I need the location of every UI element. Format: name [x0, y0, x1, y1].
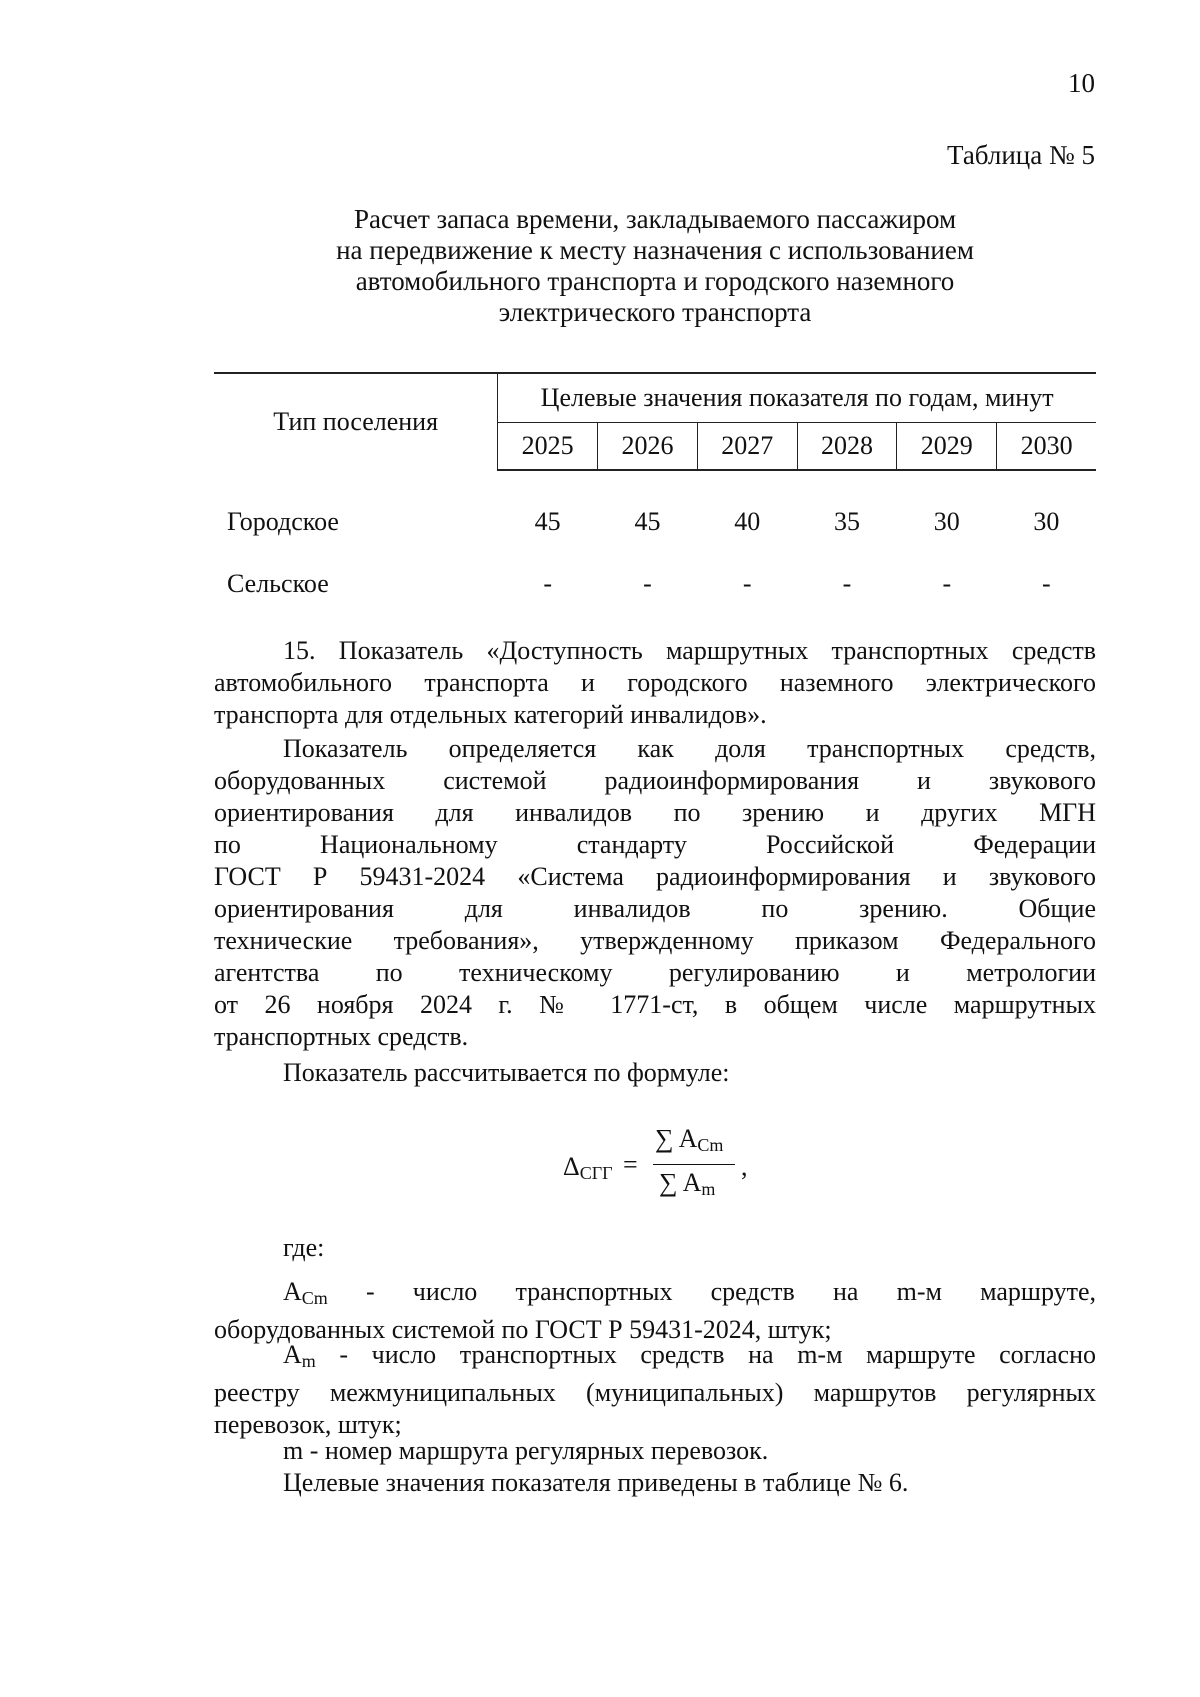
table-cell: -	[742, 569, 752, 598]
table-cell: 45	[534, 507, 561, 536]
text-line: транспорта для отдельных категорий инвалидов».	[214, 700, 767, 729]
table-row	[214, 537, 1096, 599]
year-header: 2027	[697, 422, 797, 470]
am-definition	[214, 1339, 1096, 1441]
table-cell: 40	[734, 507, 761, 536]
table-cell: 30	[933, 507, 960, 536]
caption-line: электрического транспорта	[498, 297, 812, 327]
formula	[563, 1124, 763, 1204]
table-cell: -	[543, 569, 552, 598]
acm-definition	[214, 1276, 1096, 1346]
caption-line: Расчет запаса времени, закладываемого пассажиром	[353, 204, 957, 234]
formula-numerator: ∑ $A_{Cm}$	[655, 1124, 724, 1155]
text-line: ориентирования для инвалидов по зрению. Общие	[214, 894, 1096, 923]
text-line: по Национальному стандарту Российской Федерации	[214, 830, 1096, 859]
row-label: Городское	[227, 506, 339, 536]
text-line: ориентирования для инвалидов по зрению и других МГН	[214, 798, 1096, 827]
settlement-type-header: Тип поселения	[214, 373, 498, 470]
text-line: от 26 ноября 2024 г. № 1771-ст, в общем числе маршрутных	[214, 990, 1096, 1019]
definition-paragraph	[214, 733, 1096, 1053]
where-label: где:	[283, 1233, 325, 1262]
table-label: Таблица № 5	[947, 140, 1095, 170]
text-line: 15. Показатель «Доступность маршрутных транспортных средств	[283, 636, 1096, 665]
table-row	[214, 470, 1096, 537]
fraction-bar	[653, 1164, 735, 1165]
year-header: 2030	[997, 422, 1096, 470]
formula-intro: Показатель рассчитывается по формуле:	[283, 1058, 730, 1087]
caption-line: автомобильного транспорта и городского наземного	[355, 266, 955, 296]
text-line: реестру межмуниципальных (муниципальных) маршрутов регулярных	[214, 1378, 1096, 1407]
table-cell: 35	[834, 507, 860, 536]
table-cell: -	[643, 569, 652, 598]
text-line: агентства по техническому регулированию и метрологии	[214, 958, 1096, 987]
year-header: 2026	[598, 422, 698, 470]
closing-sentence: Целевые значения показателя приведены в таблице № 6.	[283, 1468, 909, 1497]
formula-equals: =	[623, 1150, 638, 1179]
table-cell: -	[942, 569, 952, 598]
text-line: перевозок, штук;	[214, 1410, 402, 1439]
table-cell: 30	[1033, 507, 1060, 536]
row-label: Сельское	[227, 569, 329, 598]
caption-line: на передвижение к месту назначения с использованием	[336, 235, 974, 265]
formula-comma: ,	[741, 1152, 748, 1181]
text-line: автомобильного транспорта и городского наземного электрического	[214, 668, 1096, 697]
text-line: ГОСТ Р 59431-2024 «Система радиоинформирования и звукового	[214, 862, 1096, 891]
text-line: оборудованных системой радиоинформирования и звукового	[214, 766, 1096, 795]
page-number: 10	[1068, 68, 1095, 98]
targets-table	[214, 372, 1096, 599]
text-line: $A_{Cm}$ - число транспортных средств на m-м маршруте,	[283, 1277, 1096, 1308]
text-line: $A_m$ - число транспортных средств на m-м маршруте согласно	[283, 1340, 1096, 1371]
formula-lhs: $\Delta_{СГГ}$	[563, 1152, 613, 1183]
table-caption	[215, 204, 1095, 328]
targets-group-header: Целевые значения показателя по годам, минут	[498, 373, 1096, 422]
text-line: транспортных средств.	[214, 1022, 469, 1051]
formula-denominator: ∑ $A_m$	[659, 1168, 716, 1199]
table-cell: 45	[634, 507, 661, 536]
table-cell: -	[1042, 569, 1051, 598]
year-header: 2025	[498, 422, 598, 470]
table-cell: -	[842, 569, 852, 598]
text-line: оборудованных системой по ГОСТ Р 59431-2024, штук;	[214, 1315, 832, 1344]
text-line: технические требования», утвержденному приказом Федерального	[214, 926, 1096, 955]
text-line: Показатель определяется как доля транспортных средств,	[283, 734, 1096, 763]
section-15-paragraph	[214, 635, 1096, 731]
m-definition: m - номер маршрута регулярных перевозок.	[283, 1436, 769, 1465]
year-header: 2028	[797, 422, 897, 470]
year-header: 2029	[897, 422, 997, 470]
